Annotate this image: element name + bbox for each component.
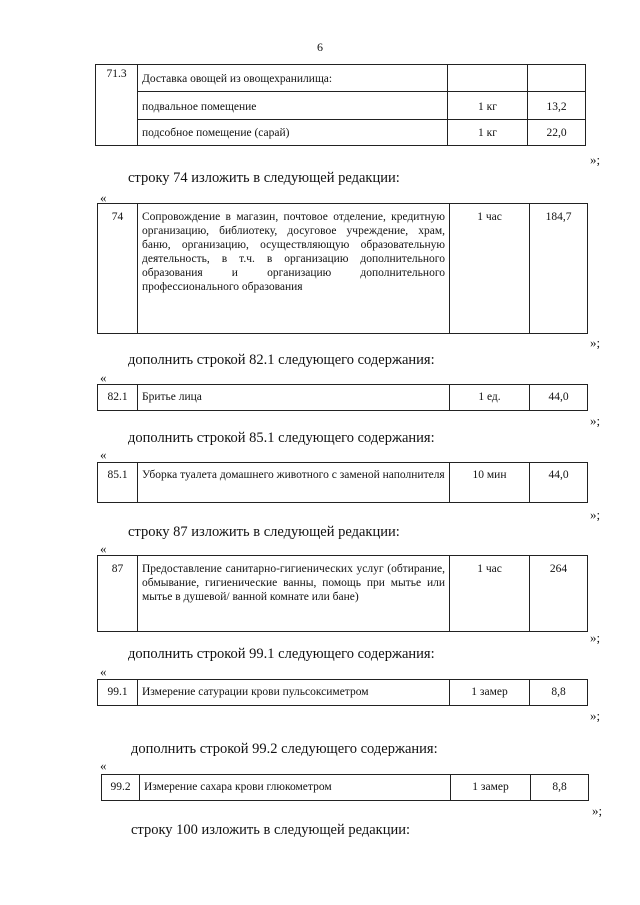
subrow-unit: 1 кг — [448, 92, 528, 120]
open-quote: « — [100, 541, 107, 556]
table-row-99-1 — [97, 679, 588, 706]
close-quote: »; — [590, 708, 601, 723]
instruction-87: строку 87 изложить в следующей редакции: — [128, 524, 400, 540]
row-number: 74 — [98, 204, 138, 334]
row-value: 44,0 — [530, 463, 588, 503]
close-quote: »; — [590, 335, 601, 350]
row-header-text: Доставка овощей из овощехранилища: — [138, 65, 448, 92]
row-number: 87 — [98, 556, 138, 632]
row-text: Сопровождение в магазин, почтовое отделение, кредитную организацию, библиотеку, досуговое учреждение, храм, баню, организацию, осуществляющую образовательную деятельность, в т.ч. в организацию дополнительного образования и организацию дополнительного профессионального образования — [138, 204, 450, 334]
instruction-74: строку 74 изложить в следующей редакции: — [128, 170, 400, 186]
row-value: 184,7 — [530, 204, 588, 334]
subrow-unit: 1 кг — [448, 120, 528, 146]
close-quote: »; — [590, 413, 601, 428]
table-row-85-1 — [97, 462, 588, 503]
row-text: Измерение сатурации крови пульсоксиметром — [138, 680, 450, 706]
open-quote: « — [100, 664, 107, 679]
close-quote: »; — [592, 803, 603, 818]
row-text: Уборка туалета домашнего животного с заменой наполнителя — [138, 463, 450, 503]
row-text: Предоставление санитарно-гигиенических услуг (обтирание, обмывание, гигиенические ванны, помощь при мытье или мытье в душевой/ ванной комнате или бане) — [138, 556, 450, 632]
row-number: 85.1 — [98, 463, 138, 503]
row-number: 99.2 — [102, 775, 140, 801]
row-unit: 1 замер — [450, 680, 530, 706]
row-unit: 1 замер — [451, 775, 531, 801]
row-text: Измерение сахара крови глюкометром — [140, 775, 451, 801]
subrow-value: 13,2 — [528, 92, 586, 120]
open-quote: « — [100, 758, 107, 773]
open-quote: « — [100, 447, 107, 462]
instruction-85-1: дополнить строкой 85.1 следующего содержания: — [128, 430, 435, 446]
row-unit: 10 мин — [450, 463, 530, 503]
row-value: 8,8 — [530, 680, 588, 706]
page-number: 6 — [317, 40, 323, 54]
row-unit: 1 ед. — [450, 385, 530, 411]
row-value: 8,8 — [531, 775, 589, 801]
instruction-99-1: дополнить строкой 99.1 следующего содержания: — [128, 646, 435, 662]
row-number: 99.1 — [98, 680, 138, 706]
subrow-value: 22,0 — [528, 120, 586, 146]
subrow-name: подвальное помещение — [138, 92, 448, 120]
open-quote: « — [100, 370, 107, 385]
table-row-87 — [97, 555, 588, 632]
close-quote: »; — [590, 507, 601, 522]
table-row-74 — [97, 203, 588, 334]
table-row-71-3 — [95, 64, 586, 146]
row-number: 71.3 — [96, 65, 138, 146]
open-quote: « — [100, 190, 107, 205]
row-value: 264 — [530, 556, 588, 632]
close-quote: »; — [590, 152, 601, 167]
row-number: 82.1 — [98, 385, 138, 411]
row-value: 44,0 — [530, 385, 588, 411]
instruction-100: строку 100 изложить в следующей редакции: — [131, 822, 410, 838]
row-text: Бритье лица — [138, 385, 450, 411]
row-unit: 1 час — [450, 204, 530, 334]
row-unit: 1 час — [450, 556, 530, 632]
instruction-82-1: дополнить строкой 82.1 следующего содержания: — [128, 352, 435, 368]
table-row-82-1 — [97, 384, 588, 411]
close-quote: »; — [590, 630, 601, 645]
subrow-name: подсобное помещение (сарай) — [138, 120, 448, 146]
table-row-99-2 — [101, 774, 589, 801]
instruction-99-2: дополнить строкой 99.2 следующего содержания: — [131, 741, 438, 757]
